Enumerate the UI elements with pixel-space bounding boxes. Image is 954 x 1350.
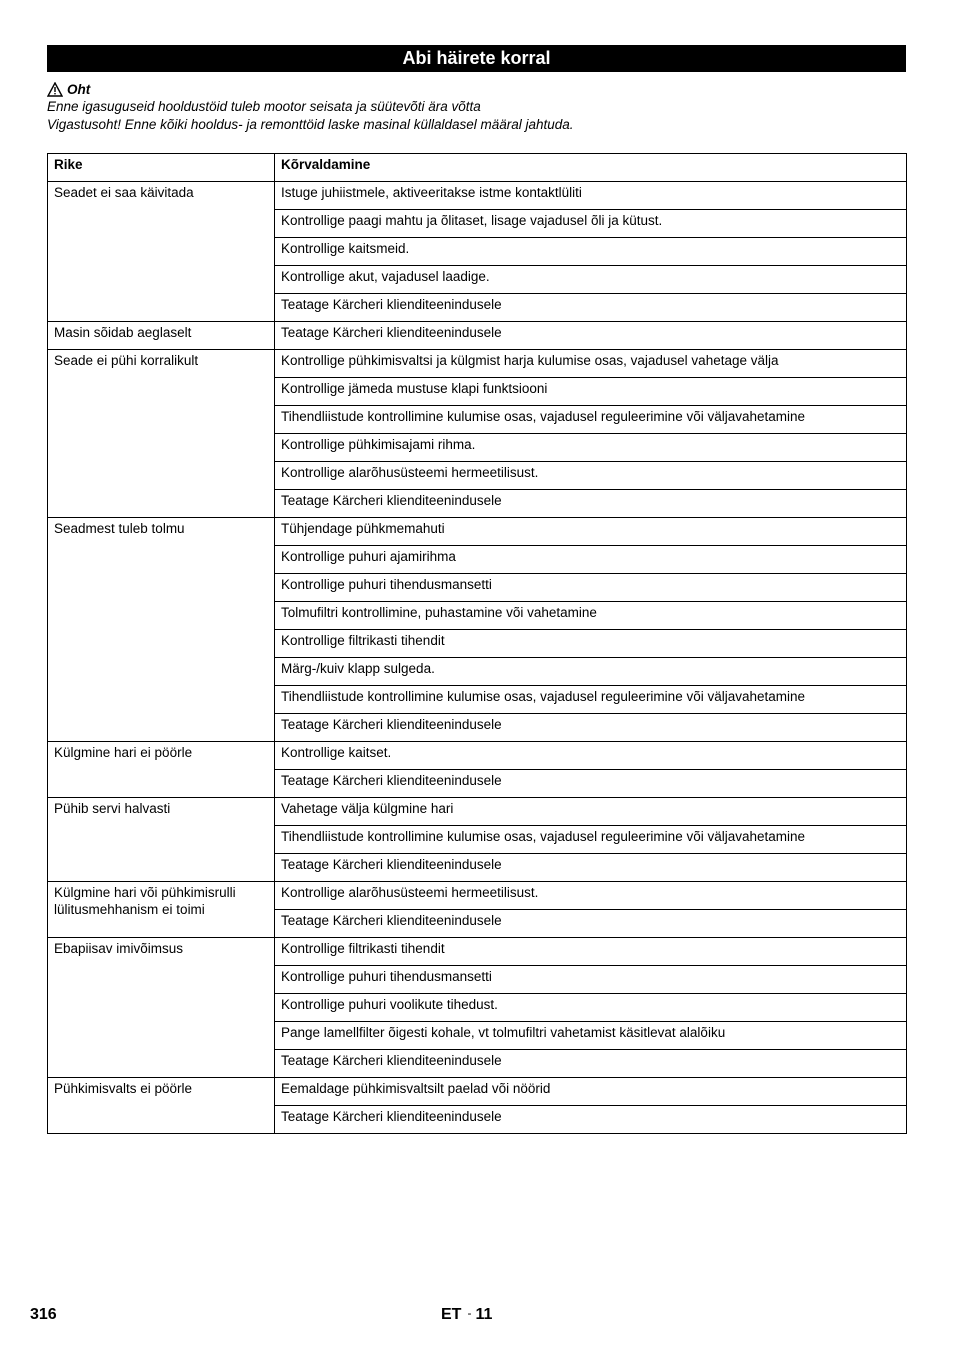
footer-section-ref xyxy=(441,1306,492,1324)
table-row xyxy=(48,350,907,378)
fault-cell: Seadet ei saa käivitada xyxy=(48,182,275,322)
remedy-cell: Kontrollige puhuri tihendusmansetti xyxy=(275,574,907,602)
remedy-cell: Kontrollige filtrikasti tihendit xyxy=(275,630,907,658)
remedy-cell: Kontrollige paagi mahtu ja õlitaset, lisage vajadusel õli ja kütust. xyxy=(275,210,907,238)
remedy-cell: Vahetage välja külgmine hari xyxy=(275,798,907,826)
remedy-cell: Tihendliistude kontrollimine kulumise osas, vajadusel reguleerimine või väljavahetamine xyxy=(275,406,907,434)
table-header-row xyxy=(48,154,907,182)
remedy-cell: Kontrollige puhuri tihendusmansetti xyxy=(275,966,907,994)
remedy-cell: Teatage Kärcheri klienditeenindusele xyxy=(275,322,907,350)
fault-cell: Külgmine hari ei pöörle xyxy=(48,742,275,798)
table-row xyxy=(48,182,907,210)
remedy-cell: Teatage Kärcheri klienditeenindusele xyxy=(275,1106,907,1134)
table-row xyxy=(48,518,907,546)
table-row xyxy=(48,938,907,966)
warning-heading xyxy=(47,80,917,98)
remedy-cell: Kontrollige pühkimisvaltsi ja külgmist harja kulumise osas, vajadusel vahetage välja xyxy=(275,350,907,378)
section-title: Abi häirete korral xyxy=(47,45,906,72)
warning-text-1: Enne igasuguseid hooldustöid tuleb mootor seisata ja süütevõti ära võtta xyxy=(47,99,481,114)
remedy-cell: Kontrollige kaitset. xyxy=(275,742,907,770)
remedy-cell: Teatage Kärcheri klienditeenindusele xyxy=(275,1050,907,1078)
fault-cell: Masin sõidab aeglaselt xyxy=(48,322,275,350)
fault-cell: Seade ei pühi korralikult xyxy=(48,350,275,518)
remedy-cell: Tihendliistude kontrollimine kulumise osas, vajadusel reguleerimine või väljavahetamine xyxy=(275,686,907,714)
remedy-cell: Kontrollige filtrikasti tihendit xyxy=(275,938,907,966)
fault-cell: Seadmest tuleb tolmu xyxy=(48,518,275,742)
remedy-cell: Tolmufiltri kontrollimine, puhastamine või vahetamine xyxy=(275,602,907,630)
footer-section-page: 11 xyxy=(475,1306,493,1323)
table-body xyxy=(48,182,907,1134)
table-row xyxy=(48,798,907,826)
remedy-cell: Istuge juhiistmele, aktiveeritakse istme kontaktlüliti xyxy=(275,182,907,210)
footer-language: ET xyxy=(441,1306,462,1323)
footer-separator: - xyxy=(467,1306,472,1320)
fault-cell: Ebapiisav imivõimsus xyxy=(48,938,275,1078)
remedy-cell: Teatage Kärcheri klienditeenindusele xyxy=(275,294,907,322)
fault-cell: Pühkimisvalts ei pöörle xyxy=(48,1078,275,1134)
table-row xyxy=(48,1078,907,1106)
remedy-cell: Teatage Kärcheri klienditeenindusele xyxy=(275,714,907,742)
remedy-cell: Teatage Kärcheri klienditeenindusele xyxy=(275,490,907,518)
page-number: 316 xyxy=(30,1306,57,1323)
remedy-cell: Kontrollige puhuri voolikute tihedust. xyxy=(275,994,907,1022)
remedy-cell: Kontrollige kaitsmeid. xyxy=(275,238,907,266)
remedy-cell: Teatage Kärcheri klienditeenindusele xyxy=(275,854,907,882)
column-header-fault: Rike xyxy=(48,154,275,182)
fault-cell: Külgmine hari või pühkimisrulli lülitusmehhanism ei toimi xyxy=(48,882,275,938)
remedy-cell: Teatage Kärcheri klienditeenindusele xyxy=(275,770,907,798)
table-row xyxy=(48,742,907,770)
remedy-cell: Kontrollige alarõhusüsteemi hermeetilisust. xyxy=(275,882,907,910)
column-header-remedy: Kõrvaldamine xyxy=(275,154,907,182)
troubleshooting-table xyxy=(47,153,907,1134)
remedy-cell: Kontrollige akut, vajadusel laadige. xyxy=(275,266,907,294)
remedy-cell: Tühjendage pühkmemahuti xyxy=(275,518,907,546)
remedy-cell: Teatage Kärcheri klienditeenindusele xyxy=(275,910,907,938)
remedy-cell: Tihendliistude kontrollimine kulumise osas, vajadusel reguleerimine või väljavahetamine xyxy=(275,826,907,854)
remedy-cell: Märg-/kuiv klapp sulgeda. xyxy=(275,658,907,686)
table-row xyxy=(48,882,907,910)
warning-label: Oht xyxy=(67,81,91,97)
warning-block xyxy=(47,80,917,134)
table-row xyxy=(48,322,907,350)
remedy-cell: Kontrollige pühkimisajami rihma. xyxy=(275,434,907,462)
remedy-cell: Pange lamellfilter õigesti kohale, vt tolmufiltri vahetamist käsitlevat alalõiku xyxy=(275,1022,907,1050)
remedy-cell: Kontrollige puhuri ajamirihma xyxy=(275,546,907,574)
warning-text-2: Vigastusoht! Enne kõiki hooldus- ja remonttöid laske masinal küllaldasel määral jahtuda. xyxy=(47,117,574,132)
fault-cell: Pühib servi halvasti xyxy=(48,798,275,882)
warning-triangle-icon xyxy=(47,82,63,97)
remedy-cell: Kontrollige jämeda mustuse klapi funktsiooni xyxy=(275,378,907,406)
remedy-cell: Kontrollige alarõhusüsteemi hermeetilisust. xyxy=(275,462,907,490)
remedy-cell: Eemaldage pühkimisvaltsilt paelad või nöörid xyxy=(275,1078,907,1106)
